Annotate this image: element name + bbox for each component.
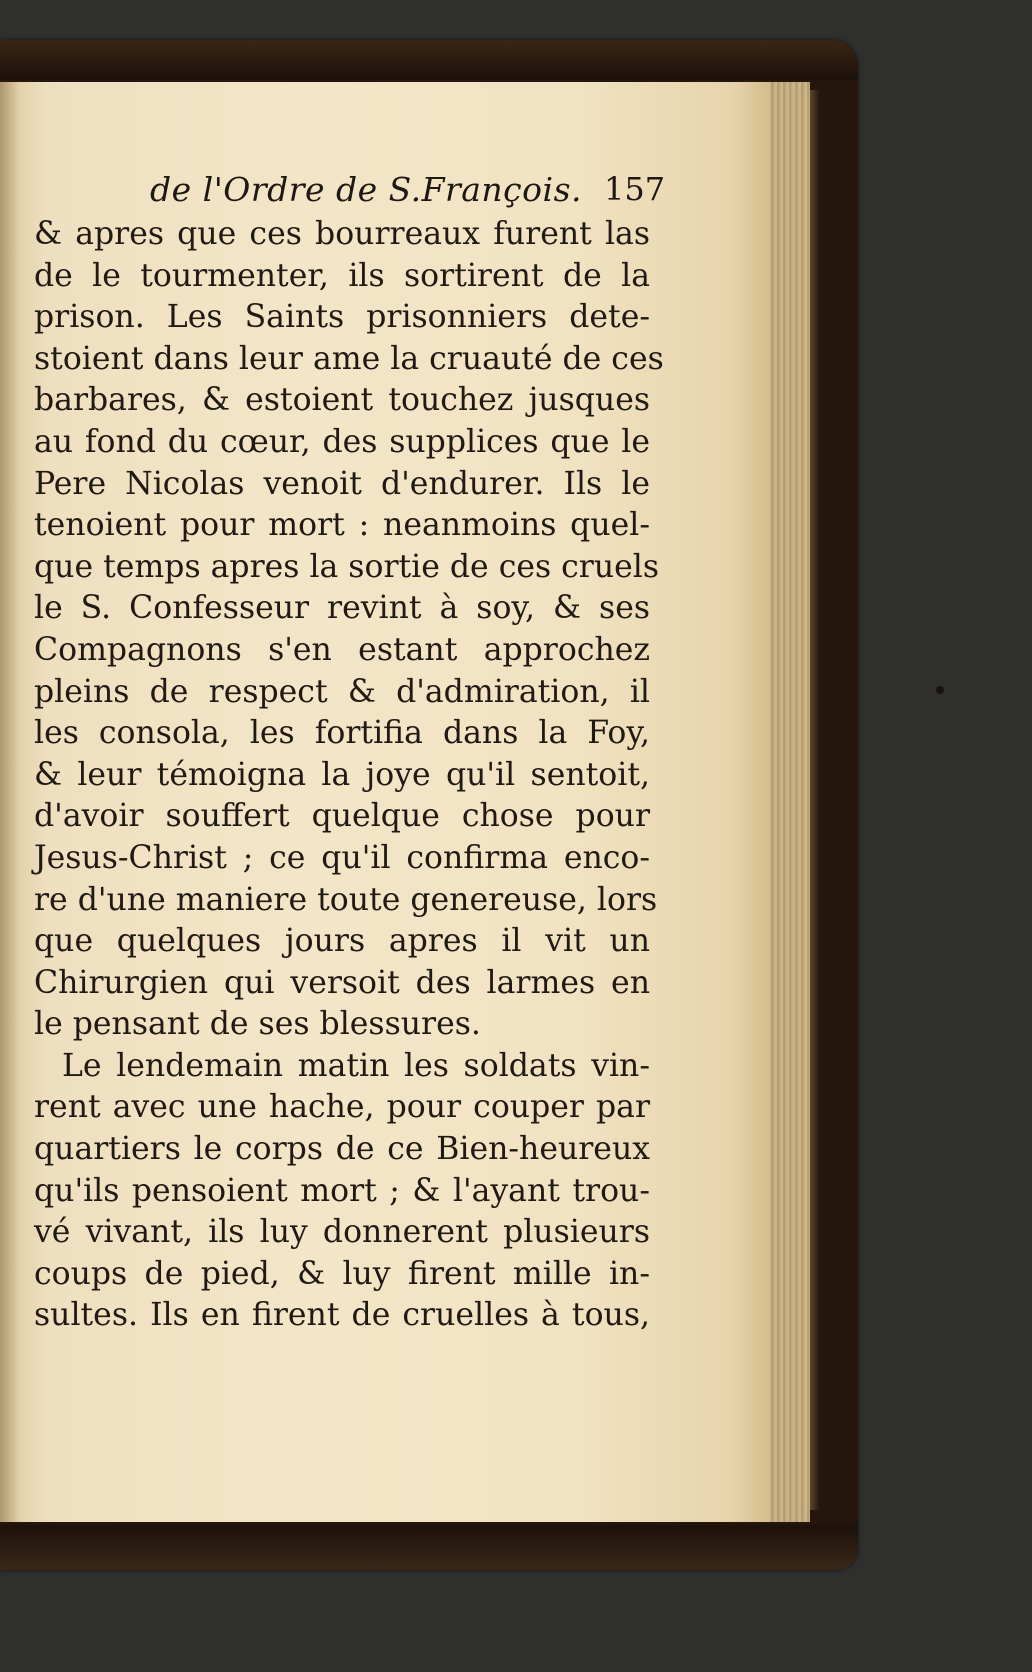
text-line: quartiers le corps de ce Bien-heureux — [34, 1131, 650, 1168]
running-head — [34, 170, 664, 214]
text-line: les consola, les fortifia dans la Foy, — [34, 715, 650, 752]
text-line: pleins de respect & d'admiration, il — [34, 673, 650, 710]
text-line: d'avoir souffert quelque chose pour — [34, 798, 650, 835]
text-line: de le tourmenter, ils sortirent de la — [34, 257, 650, 294]
text-line: vé vivant, ils luy donnerent plusieurs — [34, 1214, 650, 1251]
text-line: & apres que ces bourreaux furent las — [34, 216, 650, 252]
page-text — [34, 170, 664, 1337]
text-line: Jesus-Christ ; ce qu'il confirma enco- — [34, 839, 650, 876]
gutter-shadow — [0, 82, 20, 1522]
text-line: Chirurgien qui versoit des larmes en — [34, 964, 650, 1001]
text-line: coups de pied, & luy firent mille in- — [34, 1255, 650, 1292]
text-line: sultes. Ils en firent de cruelles à tous, — [34, 1297, 650, 1334]
text-line: le pensant de ses blessures. — [34, 1006, 481, 1043]
running-head-title: de l'Ordre de S.François. — [150, 170, 583, 209]
page-number: 157 — [604, 170, 666, 208]
text-line: re d'une maniere toute genereuse, lors — [34, 881, 658, 918]
cover-top-edge — [0, 40, 858, 80]
cover-bottom-edge — [0, 1525, 858, 1570]
dust-speck — [936, 686, 944, 694]
text-line: stoient dans leur ame la cruauté de ces — [34, 340, 664, 377]
text-line: prison. Les Saints prisonniers dete- — [34, 299, 650, 336]
text-line: rent avec une hache, pour couper par — [34, 1089, 650, 1126]
text-line: Pere Nicolas venoit d'endurer. Ils le — [34, 465, 650, 502]
text-line: barbares, & estoient touchez jusques — [34, 382, 650, 419]
text-line: tenoient pour mort : neanmoins quel- — [34, 507, 650, 544]
text-line: au fond du cœur, des supplices que le — [34, 423, 650, 460]
text-line: qu'ils pensoient mort ; & l'ayant trou- — [34, 1172, 650, 1209]
text-line: le S. Confesseur revint à soy, & ses — [34, 590, 650, 627]
text-line: que temps apres la sortie de ces cruels — [34, 548, 660, 585]
text-line: Compagnons s'en estant approchez — [34, 631, 650, 668]
text-line: Le lendemain matin les soldats vin- — [62, 1047, 650, 1084]
paragraph-2 — [34, 1046, 664, 1337]
text-line: que quelques jours apres il vit un — [34, 923, 650, 960]
text-line: & leur témoigna la joye qu'il sentoit, — [34, 756, 650, 793]
paragraph-1 — [34, 214, 664, 1046]
